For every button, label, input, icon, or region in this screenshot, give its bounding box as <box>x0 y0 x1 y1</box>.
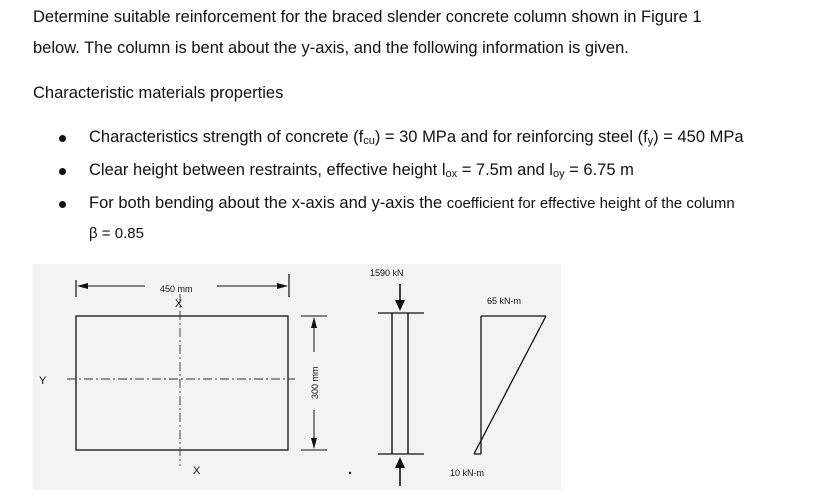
moment-diagram <box>450 296 546 478</box>
depth-dimension <box>301 316 327 450</box>
arrow-up-icon <box>311 317 317 328</box>
beta-value: β = 0.85 <box>89 225 144 242</box>
arrow-up-icon <box>395 457 405 468</box>
intro-line-1: Determine suitable reinforcement for the braced slender concrete column shown in Figure 1 <box>33 8 702 26</box>
loy-subscript: oy <box>552 168 565 180</box>
width-label: 450 mm <box>160 284 193 294</box>
section-rectangle <box>76 316 288 450</box>
fy-subscript: y <box>647 135 654 147</box>
heights-text-part: = 6.75 m <box>564 161 634 179</box>
axis-label-x-top: X <box>175 298 183 310</box>
dot-mark <box>349 472 351 474</box>
list-item-heights <box>0 159 828 183</box>
axial-load-label: 1590 kN <box>370 268 404 278</box>
strengths-text-part: ) = 450 MPa <box>653 128 744 146</box>
coefficient-text-part: coefficient for effective height of the column <box>446 195 735 212</box>
strengths-text <box>89 126 744 152</box>
bullet-icon <box>59 168 66 175</box>
heights-text-part: = 7.5m and l <box>457 161 553 179</box>
intro-paragraph <box>33 2 815 64</box>
arrow-down-icon <box>395 300 405 311</box>
bullet-icon <box>59 201 66 208</box>
section-heading: Characteristic materials properties <box>33 84 284 102</box>
column-elevation <box>349 268 424 486</box>
axis-label-y: Y <box>39 375 47 387</box>
heights-text <box>89 159 634 185</box>
top-moment-label: 65 kN-m <box>487 296 522 306</box>
heights-text-part: Clear height between restraints, effective height l <box>89 161 446 179</box>
arrow-left-icon <box>77 283 88 289</box>
strengths-text-part: Characteristics strength of concrete (f <box>89 128 364 146</box>
figure-1 <box>33 264 561 490</box>
coefficient-text-part: For both bending about the x-axis and y-axis the <box>89 194 447 212</box>
bottom-moment-label: 10 kN-m <box>450 468 485 478</box>
moment-diagonal <box>474 316 546 454</box>
lox-subscript: ox <box>445 168 458 180</box>
intro-line-2: below. The column is bent about the y-axis, and the following information is given. <box>33 39 629 57</box>
fcu-subscript: cu <box>363 135 375 147</box>
list-item-strengths <box>0 126 828 150</box>
cross-section <box>39 274 295 477</box>
arrow-down-icon <box>311 438 317 449</box>
list-item-coefficient <box>0 192 828 244</box>
strengths-text-part: ) = 30 MPa and for reinforcing steel (f <box>374 128 648 146</box>
depth-label: 300 mm <box>310 366 320 399</box>
arrow-right-icon <box>277 283 288 289</box>
column-diagram <box>33 264 561 490</box>
coefficient-text <box>89 192 735 215</box>
axis-label-x-bottom: X <box>193 465 201 477</box>
bullet-icon <box>59 135 66 142</box>
